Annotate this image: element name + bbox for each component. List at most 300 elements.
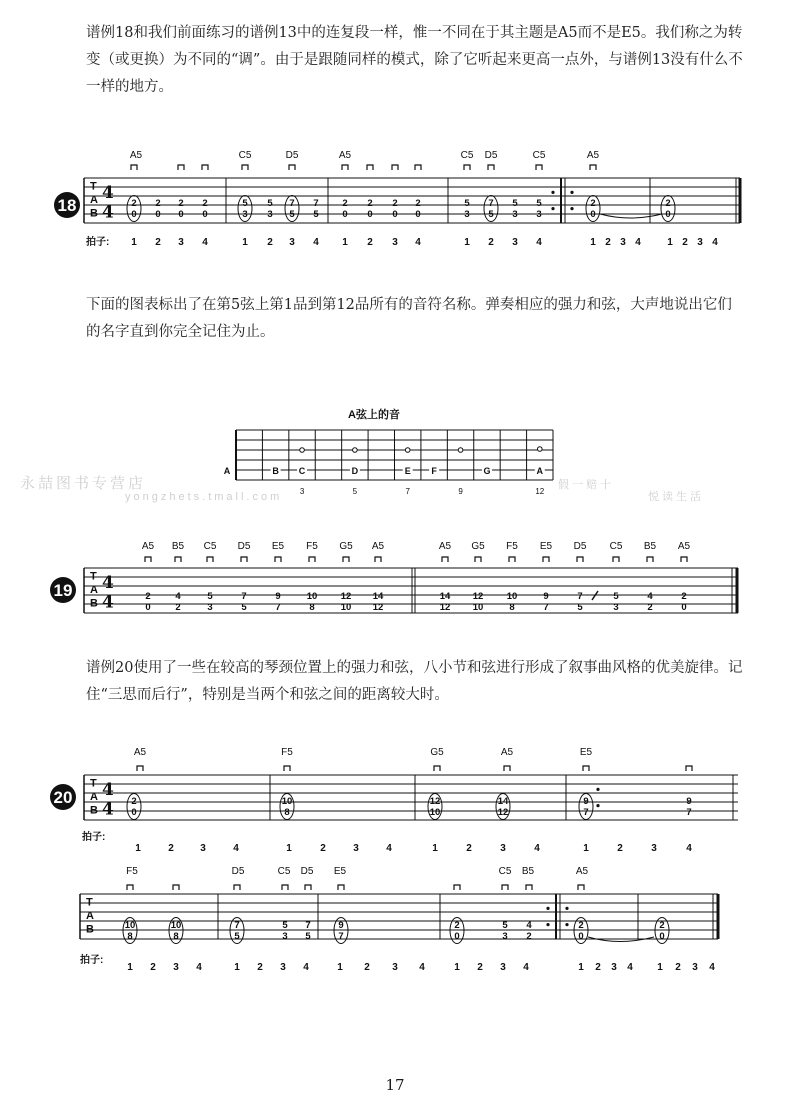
fret-note-name: C	[298, 466, 306, 476]
fret-number: 2	[131, 796, 137, 807]
chord-name: C5	[460, 150, 474, 161]
fret-number: 12	[497, 807, 509, 818]
fret-number: 2	[681, 591, 687, 602]
downstroke-icon	[434, 766, 440, 771]
downstroke-icon	[536, 165, 542, 170]
fret-number: 14	[497, 796, 509, 807]
downstroke-icon	[137, 766, 143, 771]
downstroke-icon	[282, 885, 288, 890]
fret-number: 5	[577, 602, 583, 613]
fret-number: 2	[647, 602, 653, 613]
fret-number: 2	[155, 198, 161, 209]
beat-count: 3	[173, 962, 179, 973]
beat-count: 3	[353, 843, 359, 854]
downstroke-icon	[488, 165, 494, 170]
fret-number: 14	[372, 591, 384, 602]
fret-number: 10	[340, 602, 352, 613]
fret-number: 5	[488, 209, 494, 220]
repeat-dot	[551, 191, 554, 194]
fret-marker	[353, 448, 358, 453]
fret-number: 2	[392, 198, 398, 209]
fret-number: 7	[275, 602, 281, 613]
fret-number: 0	[415, 209, 421, 220]
beat-count: 4	[534, 843, 540, 854]
fret-number: 14	[439, 591, 451, 602]
downstroke-icon	[392, 165, 398, 170]
fret-note-name: G	[483, 466, 491, 476]
beat-count: 2	[488, 237, 494, 248]
time-signature-top: 4	[102, 182, 114, 203]
beat-count: 3	[280, 962, 286, 973]
chord-name: C5	[532, 150, 546, 161]
tab-clef-t: T	[90, 570, 97, 583]
fret-number: 0	[131, 209, 137, 220]
time-signature-top: 4	[102, 779, 114, 800]
beat-count: 1	[657, 962, 663, 973]
fret-position-number: 12	[535, 487, 545, 496]
fret-number: 5	[282, 920, 288, 931]
fret-number: 0	[578, 931, 584, 942]
downstroke-icon	[131, 165, 137, 170]
tab-clef-t: T	[90, 180, 97, 193]
beat-count: 3	[620, 237, 626, 248]
fret-number: 3	[512, 209, 518, 220]
chord-name: C5	[203, 541, 217, 552]
downstroke-icon	[275, 557, 281, 562]
tab-clef-b: B	[86, 923, 94, 936]
time-signature-bottom: 4	[102, 799, 114, 820]
downstroke-icon	[175, 557, 181, 562]
beat-count: 1	[242, 237, 248, 248]
fret-marker	[458, 448, 463, 453]
repeat-dot	[596, 804, 599, 807]
fret-number: 0	[131, 807, 137, 818]
beat-count: 4	[712, 237, 718, 248]
fret-number: 7	[241, 591, 247, 602]
downstroke-icon	[686, 766, 692, 771]
fret-number: 0	[590, 209, 596, 220]
fret-number: 2	[526, 931, 532, 942]
fret-number: 7	[543, 602, 549, 613]
beat-count: 1	[286, 843, 292, 854]
fret-number: 3	[464, 209, 470, 220]
beat-count: 1	[342, 237, 348, 248]
fret-number: 3	[613, 602, 619, 613]
downstroke-icon	[145, 557, 151, 562]
beat-label: 拍子:	[86, 237, 110, 248]
fret-number: 0	[155, 209, 161, 220]
fret-number: 12	[429, 796, 441, 807]
tab-staff	[84, 150, 740, 248]
beat-count: 2	[367, 237, 373, 248]
fret-number: 0	[178, 209, 184, 220]
tab-clef-a: A	[90, 584, 98, 597]
time-signature-bottom: 4	[102, 592, 114, 613]
downstroke-icon	[367, 165, 373, 170]
repeat-dot	[546, 907, 549, 910]
downstroke-icon	[590, 165, 596, 170]
downstroke-icon	[309, 557, 315, 562]
fret-number: 0	[665, 209, 671, 220]
watermark-url: yongzhets.tmall.com	[125, 491, 283, 503]
fret-note-name: B	[272, 466, 279, 476]
chord-name: G5	[471, 541, 485, 552]
chord-name: B5	[521, 866, 535, 877]
fret-number: 4	[647, 591, 653, 602]
fret-number: 5	[207, 591, 213, 602]
fret-number: 0	[342, 209, 348, 220]
beat-count: 4	[415, 237, 421, 248]
downstroke-icon	[242, 165, 248, 170]
fret-number: 5	[241, 602, 247, 613]
fret-marker	[537, 447, 542, 452]
downstroke-icon	[375, 557, 381, 562]
beat-count: 2	[595, 962, 601, 973]
beat-count: 2	[605, 237, 611, 248]
beat-count: 2	[257, 962, 263, 973]
tab-clef-b: B	[90, 597, 98, 610]
fret-number: 10	[506, 591, 518, 602]
beat-count: 2	[682, 237, 688, 248]
downstroke-icon	[173, 885, 179, 890]
fret-number: 5	[536, 198, 542, 209]
chord-name: D5	[231, 866, 245, 877]
beat-count: 2	[466, 843, 472, 854]
downstroke-icon	[504, 766, 510, 771]
intro-paragraph-ex18: 谱例18和我们前面练习的谱例13中的连复段一样，惟一不同在于其主题是A5而不是E5。我们称之为转变（或更换）为不同的“调”。由于是跟随同样的模式，除了它听起来更高一点外，与谱例13没有什么不一样的地方。	[86, 25, 743, 95]
beat-count: 4	[523, 962, 529, 973]
fret-number: 5	[512, 198, 518, 209]
downstroke-icon	[681, 557, 687, 562]
fret-number: 7	[289, 198, 295, 209]
repeat-dot	[596, 788, 599, 791]
downstroke-icon	[509, 557, 515, 562]
downstroke-icon	[442, 557, 448, 562]
beat-count: 4	[686, 843, 692, 854]
fret-number: 9	[583, 796, 589, 807]
fret-number: 9	[338, 920, 344, 931]
tab-example-18	[54, 150, 740, 248]
downstroke-icon	[343, 557, 349, 562]
chord-name: A5	[575, 866, 589, 877]
repeat-dot	[546, 923, 549, 926]
beat-count: 3	[500, 962, 506, 973]
time-signature-bottom: 4	[102, 202, 114, 223]
beat-count: 1	[578, 962, 584, 973]
fret-number: 3	[536, 209, 542, 220]
chord-name: D5	[285, 150, 299, 161]
beat-count: 2	[155, 237, 161, 248]
fret-number: 12	[372, 602, 384, 613]
beat-count: 1	[667, 237, 673, 248]
tab-clef-b: B	[90, 804, 98, 817]
chord-name: C5	[609, 541, 623, 552]
downstroke-icon	[178, 165, 184, 170]
repeat-dot	[565, 923, 568, 926]
chord-name: D5	[573, 541, 587, 552]
fret-number: 7	[686, 807, 692, 818]
fret-number: 7	[305, 920, 311, 931]
beat-count: 3	[512, 237, 518, 248]
fret-number: 7	[313, 198, 319, 209]
example-number: 18	[57, 196, 77, 215]
fret-number: 9	[543, 591, 549, 602]
fret-number: 4	[175, 591, 181, 602]
fret-number: 8	[309, 602, 315, 613]
intro-paragraph-fretboard: 下面的图表标出了在第5弦上第1品到第12品所有的音符名称。弹奏相应的强力和弦，大声地说出它们的名字直到你完全记住为止。	[86, 297, 732, 340]
beat-count: 2	[168, 843, 174, 854]
beat-count: 3	[289, 237, 295, 248]
fret-number: 10	[170, 920, 182, 931]
downstroke-icon	[613, 557, 619, 562]
fret-number: 2	[175, 602, 181, 613]
fret-number: 10	[472, 602, 484, 613]
tab-clef-t: T	[86, 896, 93, 909]
downstroke-icon	[284, 766, 290, 771]
beat-count: 1	[234, 962, 240, 973]
fret-number: 12	[472, 591, 484, 602]
chord-name: A5	[500, 747, 514, 758]
downstroke-icon	[475, 557, 481, 562]
downstroke-icon	[127, 885, 133, 890]
chord-name: B5	[171, 541, 185, 552]
beat-count: 3	[200, 843, 206, 854]
fret-number: 5	[464, 198, 470, 209]
fret-number: 8	[284, 807, 290, 818]
fret-position-number: 9	[458, 487, 463, 496]
beat-count: 3	[500, 843, 506, 854]
watermark-guarantee: 假一赔十	[558, 479, 614, 491]
downstroke-icon	[305, 885, 311, 890]
downstroke-icon	[241, 557, 247, 562]
chord-name: D5	[237, 541, 251, 552]
fret-number: 0	[202, 209, 208, 220]
fret-number: 10	[281, 796, 293, 807]
chord-name: C5	[277, 866, 291, 877]
downstroke-icon	[577, 557, 583, 562]
beat-count: 3	[611, 962, 617, 973]
fret-note-name: F	[431, 466, 437, 476]
fret-number: 3	[267, 209, 273, 220]
fret-number: 5	[234, 931, 240, 942]
open-string-note: A	[223, 466, 231, 476]
chord-name: A5	[129, 150, 143, 161]
beat-count: 2	[150, 962, 156, 973]
fret-number: 3	[242, 209, 248, 220]
chord-name: E5	[271, 541, 285, 552]
beat-count: 4	[196, 962, 202, 973]
beat-count: 1	[432, 843, 438, 854]
downstroke-icon	[342, 165, 348, 170]
downstroke-icon	[338, 885, 344, 890]
beat-count: 1	[464, 237, 470, 248]
fret-note-name: A	[536, 466, 544, 476]
beat-count: 4	[202, 237, 208, 248]
chord-name: E5	[579, 747, 593, 758]
fret-number: 2	[342, 198, 348, 209]
fret-number: 2	[659, 920, 665, 931]
beat-count: 3	[392, 962, 398, 973]
fret-number: 0	[454, 931, 460, 942]
fret-number: 2	[454, 920, 460, 931]
chord-name: E5	[333, 866, 347, 877]
fret-number: 3	[207, 602, 213, 613]
beat-count: 3	[697, 237, 703, 248]
chord-name: F5	[126, 866, 138, 877]
fret-number: 5	[313, 209, 319, 220]
beat-count: 4	[627, 962, 633, 973]
beat-count: 4	[709, 962, 715, 973]
fret-number: 8	[173, 931, 179, 942]
fret-number: 5	[613, 591, 619, 602]
fret-number: 4	[526, 920, 532, 931]
fret-number: 12	[340, 591, 352, 602]
beat-count: 4	[303, 962, 309, 973]
beat-count: 1	[131, 237, 137, 248]
fret-number: 2	[590, 198, 596, 209]
chord-name: A5	[141, 541, 155, 552]
downstroke-icon	[454, 885, 460, 890]
fret-number: 9	[686, 796, 692, 807]
beat-count: 2	[320, 843, 326, 854]
fret-number: 5	[502, 920, 508, 931]
repeat-dot	[565, 907, 568, 910]
beat-count: 2	[675, 962, 681, 973]
fret-number: 0	[392, 209, 398, 220]
chord-name: G5	[430, 747, 444, 758]
fret-number: 2	[178, 198, 184, 209]
intro-paragraph-ex20: 谱例20使用了一些在较高的琴颈位置上的强力和弦，八小节和弦进行形成了叙事曲风格的优美旋律。记住“三思而后行”，特别是当两个和弦之间的距离较大时。	[86, 660, 743, 703]
fret-position-number: 3	[299, 487, 305, 496]
fret-number: 10	[306, 591, 318, 602]
time-signature-top: 4	[102, 572, 114, 593]
tie-slur	[600, 214, 662, 218]
beat-count: 2	[267, 237, 273, 248]
chord-name: A5	[586, 150, 600, 161]
chord-name: E5	[539, 541, 553, 552]
beat-count: 4	[386, 843, 392, 854]
chord-name: F5	[281, 747, 293, 758]
downstroke-icon	[464, 165, 470, 170]
beat-count: 3	[651, 843, 657, 854]
beat-count: 1	[590, 237, 596, 248]
fret-number: 0	[145, 602, 151, 613]
chord-name: D5	[300, 866, 314, 877]
fret-note-name: D	[351, 466, 359, 476]
fret-number: 5	[242, 198, 248, 209]
fret-number: 10	[124, 920, 136, 931]
fret-number: 7	[577, 591, 583, 602]
beat-count: 4	[233, 843, 239, 854]
fret-number: 2	[145, 591, 151, 602]
example-number: 20	[53, 788, 73, 807]
fret-number: 10	[429, 807, 441, 818]
downstroke-icon	[526, 885, 532, 890]
downstroke-icon	[502, 885, 508, 890]
fret-position-number: 5	[352, 487, 358, 496]
downstroke-icon	[207, 557, 213, 562]
beat-count: 4	[536, 237, 542, 248]
downstroke-icon	[234, 885, 240, 890]
fret-marker	[300, 448, 305, 453]
beat-count: 4	[635, 237, 641, 248]
fret-number: 2	[665, 198, 671, 209]
fret-number: 8	[127, 931, 133, 942]
fret-marker	[405, 448, 410, 453]
chord-name: G5	[339, 541, 353, 552]
fret-number: 0	[367, 209, 373, 220]
tab-clef-a: A	[90, 791, 98, 804]
fret-number: 7	[234, 920, 240, 931]
fret-number: 3	[282, 931, 288, 942]
page-number: 17	[385, 1076, 405, 1094]
fret-number: 2	[578, 920, 584, 931]
chord-name: A5	[133, 747, 147, 758]
repeat-dot	[570, 191, 573, 194]
beat-label: 拍子:	[80, 955, 104, 966]
fret-number: 7	[583, 807, 589, 818]
beat-label: 拍子:	[82, 832, 106, 843]
tab-clef-t: T	[90, 777, 97, 790]
beat-count: 3	[692, 962, 698, 973]
chord-name: F5	[306, 541, 318, 552]
downstroke-icon	[578, 885, 584, 890]
beat-count: 3	[178, 237, 184, 248]
downstroke-icon	[415, 165, 421, 170]
chord-name: C5	[238, 150, 252, 161]
fretboard-diagram	[224, 407, 553, 496]
beat-count: 2	[477, 962, 483, 973]
tab-clef-b: B	[90, 207, 98, 220]
fret-number: 5	[267, 198, 273, 209]
beat-count: 2	[364, 962, 370, 973]
downstroke-icon	[289, 165, 295, 170]
fret-position-number: 7	[405, 487, 410, 496]
beat-count: 4	[419, 962, 425, 973]
fret-number: 2	[202, 198, 208, 209]
chord-name: A5	[338, 150, 352, 161]
example-number: 19	[53, 581, 73, 600]
beat-count: 3	[392, 237, 398, 248]
fret-number: 9	[275, 591, 281, 602]
fret-number: 5	[289, 209, 295, 220]
beat-count: 1	[583, 843, 589, 854]
downstroke-icon	[583, 766, 589, 771]
fret-number: 2	[415, 198, 421, 209]
beat-count: 1	[454, 962, 460, 973]
repeat-dot	[570, 207, 573, 210]
tab-clef-a: A	[86, 910, 94, 923]
chord-name: D5	[484, 150, 498, 161]
fret-number: 0	[659, 931, 665, 942]
tab-example-19	[50, 541, 738, 613]
chord-name: A5	[677, 541, 691, 552]
fret-number: 2	[367, 198, 373, 209]
chord-name: A5	[438, 541, 452, 552]
beat-count: 2	[617, 843, 623, 854]
downstroke-icon	[202, 165, 208, 170]
chord-name: B5	[643, 541, 657, 552]
beat-count: 4	[313, 237, 319, 248]
chord-name: A5	[371, 541, 385, 552]
beat-count: 1	[127, 962, 133, 973]
chord-name: F5	[506, 541, 518, 552]
fret-number: 3	[502, 931, 508, 942]
chord-name: C5	[498, 866, 512, 877]
watermark-slogan: 悦读生活	[648, 491, 704, 503]
fret-number: 8	[509, 602, 515, 613]
fret-number: 12	[439, 602, 451, 613]
